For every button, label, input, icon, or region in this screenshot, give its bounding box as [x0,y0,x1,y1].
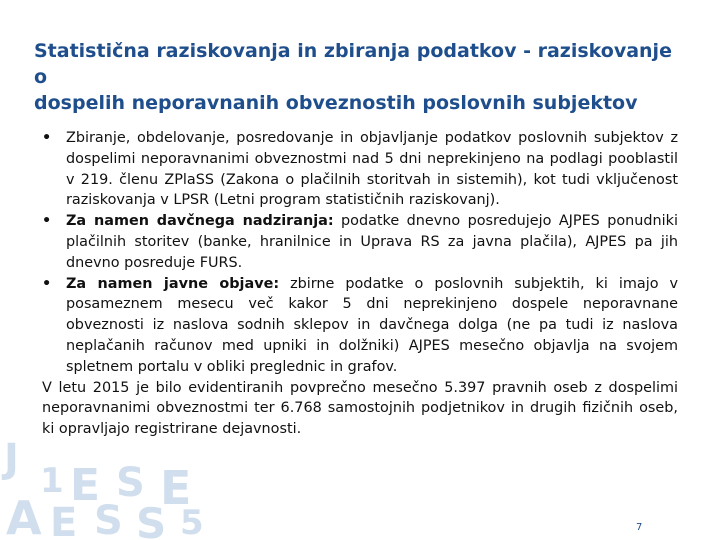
svg-text:E: E [160,461,192,515]
bullet-item-2 [42,211,678,273]
svg-text:E: E [50,500,78,540]
slide-title [34,38,674,116]
ajpes-logo-watermark [0,430,220,540]
bullet-2-bold: Za namen davčnega nadziranja: [66,213,334,230]
bullet-item-3 [42,274,678,378]
svg-text:A: A [6,491,42,540]
svg-text:S: S [116,460,145,506]
title-line-2: dospelih neporavnanih obveznostih poslovnih subjektov [34,92,638,114]
summary-paragraph: V letu 2015 je bilo evidentiranih povprečno mesečno 5.397 pravnih oseb z dospelimi neporavnanimi obveznostmi ter 6.768 samostojnih podjetnikov in drugih fizičnih oseb, ki opravljajo registrirane dejavnosti. [42,379,678,438]
svg-text:1: 1 [40,461,64,501]
svg-text:S: S [94,498,123,540]
slide-content [42,128,678,440]
bullet-3-bold: Za namen javne objave: [66,275,280,292]
bullet-3-text: zbirne podatke o poslovnih subjektih, ki imajo v posameznem mesecu več kakor 5 dni neprekinjeno dospele neporavnane obveznosti iz naslova sodnih sklepov in davčnega dolga (ne pa tudi iz naslova neplačanih računov med upniki in dolžniki) AJPES mesečno objavlja na svojem spletnem portalu v obliki preglednic in grafov. [66,275,678,375]
svg-text:S: S [136,499,167,540]
bullet-item-1 [42,128,678,211]
svg-text:E: E [70,460,101,511]
bullet-1-text: Zbiranje, obdelovanje, posredovanje in objavljanje podatkov poslovnih subjektov z dospelimi neporavnanimi obveznostmi nad 5 dni neprekinjeno na podlagi pooblastil v 219. členu ZPlaSS (Zakona o plačilnih storitvah in sistemih), kot tudi vključenost raziskovanja v LPSR (Letni program statističnih raziskovanj). [66,130,678,209]
svg-text:5: 5 [180,503,204,540]
title-line-1: Statistična raziskovanja in zbiranja podatkov - raziskovanje o [34,40,672,88]
watermark-letters-row1: J [4,436,19,482]
page-number: 7 [636,522,643,533]
bullet-list [42,128,678,378]
bullet-2-text: podatke dnevno posredujejo AJPES ponudniki plačilnih storitev (banke, hranilnice in Uprava RS za javna plačila), AJPES pa jih dnevno posreduje FURS. [66,213,678,271]
